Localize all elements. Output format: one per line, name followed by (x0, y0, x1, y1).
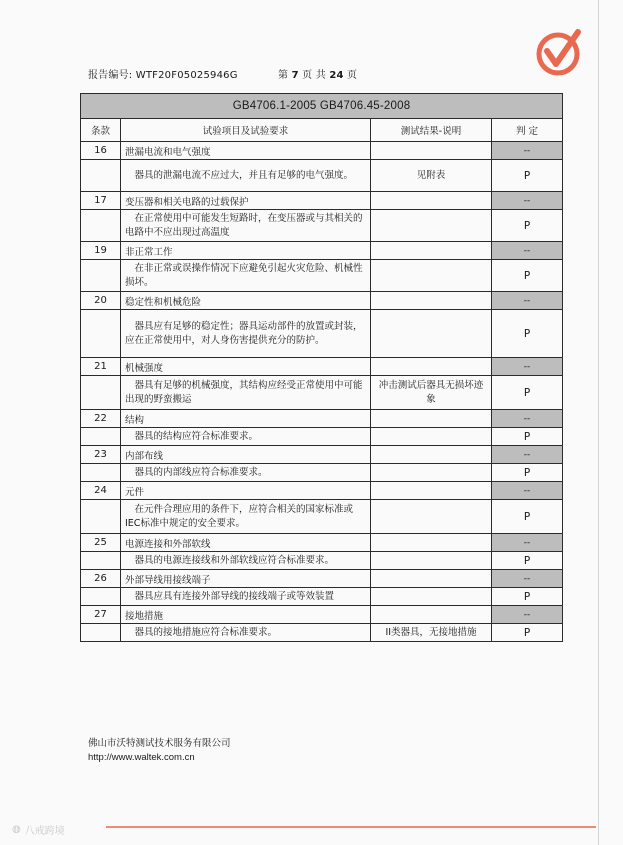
test-category: 元件 (121, 482, 371, 500)
table-row (81, 570, 563, 588)
clause-number (81, 310, 121, 358)
table-row (81, 242, 563, 260)
test-result: 冲击测试后器具无损坏迹象 (371, 376, 492, 410)
verdict: -- (492, 606, 563, 624)
verdict: -- (492, 482, 563, 500)
verdict: P (492, 552, 563, 570)
clause-number (81, 210, 121, 242)
test-result (371, 292, 492, 310)
test-result (371, 588, 492, 606)
page-prefix: 第 (278, 70, 289, 81)
verdict: P (492, 376, 563, 410)
table-row (81, 376, 563, 410)
test-requirement: 器具应有足够的稳定性；器具运动部件的放置或封装，应在正常使用中，对人身伤害提供充分的防护。 (121, 310, 371, 358)
table-row (81, 292, 563, 310)
clause-number: 21 (81, 358, 121, 376)
test-result (371, 142, 492, 160)
clause-number (81, 552, 121, 570)
clause-number: 24 (81, 482, 121, 500)
footer-url[interactable]: http://www.waltek.com.cn (88, 752, 195, 763)
column-header-clause: 条款 (81, 119, 121, 142)
verdict: -- (492, 570, 563, 588)
page-edge (598, 0, 599, 845)
footer-company: 佛山市沃特测试技术服务有限公司 (88, 738, 231, 749)
table-row (81, 588, 563, 606)
test-category: 结构 (121, 410, 371, 428)
table-row (81, 160, 563, 192)
verdict: P (492, 210, 563, 242)
verdict: -- (492, 358, 563, 376)
verdict: P (492, 260, 563, 292)
clause-number (81, 260, 121, 292)
verdict: P (492, 588, 563, 606)
verdict: P (492, 464, 563, 482)
test-category: 稳定性和机械危险 (121, 292, 371, 310)
test-category: 电源连接和外部软线 (121, 534, 371, 552)
verdict: P (492, 310, 563, 358)
verdict: -- (492, 242, 563, 260)
test-requirement: 器具有足够的机械强度，其结构应经受正常使用中可能出现的野蛮搬运 (121, 376, 371, 410)
test-result (371, 260, 492, 292)
page-suffix: 页 (347, 70, 358, 81)
watermark-text: 八戒跨境 (24, 826, 65, 837)
test-result (371, 534, 492, 552)
test-category: 内部布线 (121, 446, 371, 464)
verdict: -- (492, 534, 563, 552)
column-header-result: 测试结果-说明 (371, 119, 492, 142)
test-result (371, 570, 492, 588)
table-row (81, 310, 563, 358)
clause-number: 27 (81, 606, 121, 624)
table-row (81, 624, 563, 642)
test-result (371, 482, 492, 500)
verdict: -- (492, 192, 563, 210)
test-result: II类器具，无接地措施 (371, 624, 492, 642)
page-current: 7 (291, 70, 299, 81)
test-result (371, 242, 492, 260)
clause-number (81, 624, 121, 642)
column-header-requirement: 试验项目及试验要求 (121, 119, 371, 142)
report-header (88, 66, 358, 81)
test-results-table (80, 93, 563, 642)
table-row (81, 606, 563, 624)
test-category: 接地措施 (121, 606, 371, 624)
test-result: 见附表 (371, 160, 492, 192)
table-row (81, 464, 563, 482)
clause-number (81, 160, 121, 192)
test-result (371, 446, 492, 464)
test-category: 变压器和相关电路的过载保护 (121, 192, 371, 210)
footer (88, 737, 231, 765)
test-requirement: 器具的接地措施应符合标准要求。 (121, 624, 371, 642)
table-row (81, 410, 563, 428)
table-title-row (81, 94, 563, 119)
waltek-logo (532, 24, 588, 80)
table-row (81, 358, 563, 376)
clause-number: 20 (81, 292, 121, 310)
report-no-label: 报告编号: (88, 70, 133, 81)
test-category: 机械强度 (121, 358, 371, 376)
verdict: -- (492, 142, 563, 160)
test-result (371, 192, 492, 210)
test-result (371, 464, 492, 482)
wechat-icon: ◍ (12, 824, 21, 835)
test-requirement: 器具的内部线应符合标准要求。 (121, 464, 371, 482)
table-row (81, 428, 563, 446)
clause-number: 17 (81, 192, 121, 210)
test-requirement: 器具的电源连接线和外部软线应符合标准要求。 (121, 552, 371, 570)
test-requirement: 器具的泄漏电流不应过大，并且有足够的电气强度。 (121, 160, 371, 192)
page-total: 24 (329, 70, 344, 81)
clause-number: 25 (81, 534, 121, 552)
test-requirement: 在元件合理应用的条件下，应符合相关的国家标准或IEC标准中规定的安全要求。 (121, 500, 371, 534)
table-title: GB4706.1-2005 GB4706.45-2008 (81, 94, 563, 119)
test-category: 外部导线用接线端子 (121, 570, 371, 588)
table-row (81, 210, 563, 242)
verdict: -- (492, 292, 563, 310)
test-result (371, 606, 492, 624)
clause-number (81, 464, 121, 482)
test-requirement: 在非正常或误操作情况下应避免引起火灾危险、机械性损坏。 (121, 260, 371, 292)
page-info (278, 66, 357, 81)
table-row (81, 534, 563, 552)
verdict: -- (492, 446, 563, 464)
test-result (371, 428, 492, 446)
clause-number: 19 (81, 242, 121, 260)
table-row (81, 446, 563, 464)
verdict: P (492, 624, 563, 642)
table-row (81, 482, 563, 500)
verdict: -- (492, 410, 563, 428)
test-result (371, 358, 492, 376)
clause-number (81, 428, 121, 446)
watermark (12, 822, 65, 837)
table-row (81, 500, 563, 534)
test-requirement: 器具的结构应符合标准要求。 (121, 428, 371, 446)
test-result (371, 310, 492, 358)
clause-number (81, 376, 121, 410)
clause-number: 23 (81, 446, 121, 464)
table-row (81, 552, 563, 570)
clause-number (81, 588, 121, 606)
test-result (371, 210, 492, 242)
table-row (81, 260, 563, 292)
test-category: 非正常工作 (121, 242, 371, 260)
test-result (371, 552, 492, 570)
verdict: P (492, 428, 563, 446)
test-requirement: 在正常使用中可能发生短路时，在变压器或与其相关的电路中不应出现过高温度 (121, 210, 371, 242)
test-category: 泄漏电流和电气强度 (121, 142, 371, 160)
bottom-stripe (106, 826, 596, 828)
page-mid: 页 共 (302, 70, 326, 81)
clause-number: 26 (81, 570, 121, 588)
test-result (371, 410, 492, 428)
test-requirement: 器具应具有连接外部导线的接线端子或等效装置 (121, 588, 371, 606)
clause-number: 16 (81, 142, 121, 160)
column-header-verdict: 判 定 (492, 119, 563, 142)
clause-number: 22 (81, 410, 121, 428)
table-row (81, 142, 563, 160)
verdict: P (492, 500, 563, 534)
test-result (371, 500, 492, 534)
clause-number (81, 500, 121, 534)
verdict: P (492, 160, 563, 192)
table-row (81, 192, 563, 210)
column-header-row (81, 119, 563, 142)
report-no: WTF20F05025946G (135, 70, 238, 81)
